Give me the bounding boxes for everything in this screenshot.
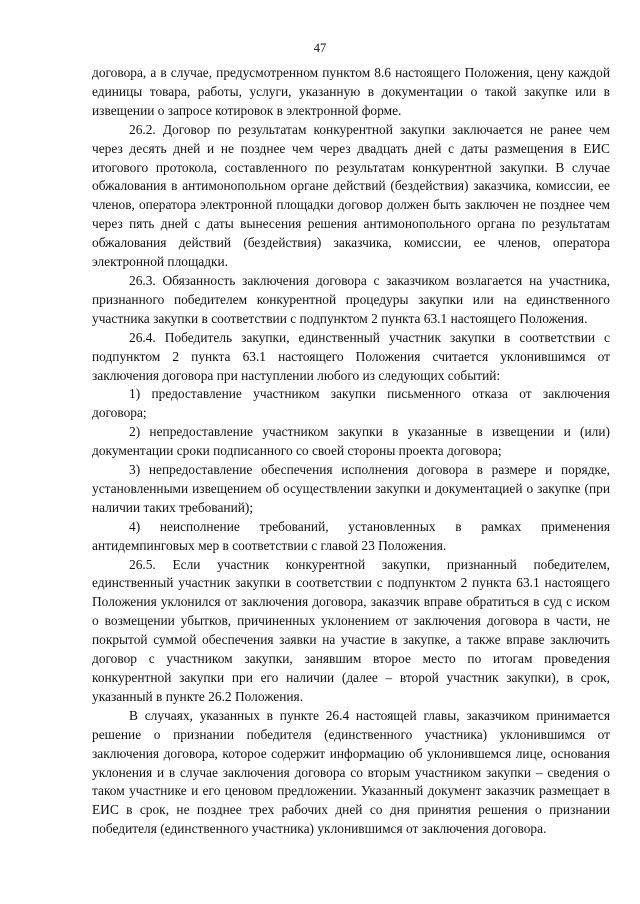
list-item-4: 4) неисполнение требований, установленных в рамках применения антидемпинговых мер в соответствии с главой 23 Положения. — [92, 518, 610, 553]
list-item-2: 2) непредоставление участником закупки в указанные в извещении и (или) документации сроки подписанного со своей стороны проекта договора; — [92, 424, 610, 459]
list-item-1: 1) предоставление участником закупки письменного отказа от заключения договора; — [92, 386, 610, 421]
paragraph-evasion-decision: В случаях, указанных в пункте 26.4 настоящей главы, заказчиком принимается решение о признании победителя (единственного участника) уклонившимся от заключения договора, которое содержит информацию об уклонившемся лице, основания уклонения и в случае заключения договора со вторым участником закупки – сведения о таком участнике и его ценовом предложении. Указанный документ заказчик размещает в ЕИС в срок, не позднее трех рабочих дней со дня принятия решения о признании победителя (единственного участника) уклонившимся от заключения договора. — [92, 707, 610, 837]
list-item-3: 3) непредоставление обеспечения исполнения договора в размере и порядке, установленными извещением об осуществлении закупки и документацией о закупке (при наличии таких требований); — [92, 462, 610, 515]
paragraph-continuation: договора, а в случае, предусмотренном пунктом 8.6 настоящего Положения, цену каждой единицы товара, работы, услуги, указанную в документации о такой закупке или в извещении о запросе котировок в электронной форме. — [92, 65, 610, 118]
paragraph-26-5: 26.5. Если участник конкурентной закупки, признанный победителем, единственный участник закупки в соответствии с подпунктом 2 пункта 63.1 настоящего Положения уклонился от заключения договора, заказчик вправе обратиться в суд с иском о возмещении убытков, причиненных уклонением от заключения договора в части, не покрытой суммой обеспечения заявки на участие в закупке, а также вправе заключить договор с участником закупки, занявшим второе место по итогам проведения конкурентной закупки при его наличии (далее – второй участник закупки), в срок, указанный в пункте 26.2 Положения. — [92, 556, 610, 704]
paragraph-26-3: 26.3. Обязанность заключения договора с заказчиком возлагается на участника, признанного победителем конкурентной процедуры закупки или на единственного участника закупки в соответствии с подпунктом 2 пункта 63.1 настоящего Положения. — [92, 272, 610, 326]
document-body — [92, 64, 610, 839]
page-number: 47 — [313, 41, 327, 55]
paragraph-26-2: 26.2. Договор по результатам конкурентной закупки заключается не ранее чем через десять дней и не позднее чем через двадцать дней с даты размещения в ЕИС итогового протокола, составленного по результатам конкурентной закупки. В случае обжалования в антимонопольном органе действий (бездействия) заказчика, комиссии, ее членов, оператора электронной площадки договор должен быть заключен не позднее чем через пять дней с даты вынесения решения антимонопольного органа по результатам обжалования действий (бездействия) заказчика, комиссии, ее членов, оператора электронной площадки. — [92, 121, 610, 270]
paragraph-26-4: 26.4. Победитель закупки, единственный участник закупки в соответствии с подпунктом 2 пункта 63.1 настоящего Положения считается уклонившимся от заключения договора при наступлении любого из следующих событий: — [92, 329, 610, 383]
